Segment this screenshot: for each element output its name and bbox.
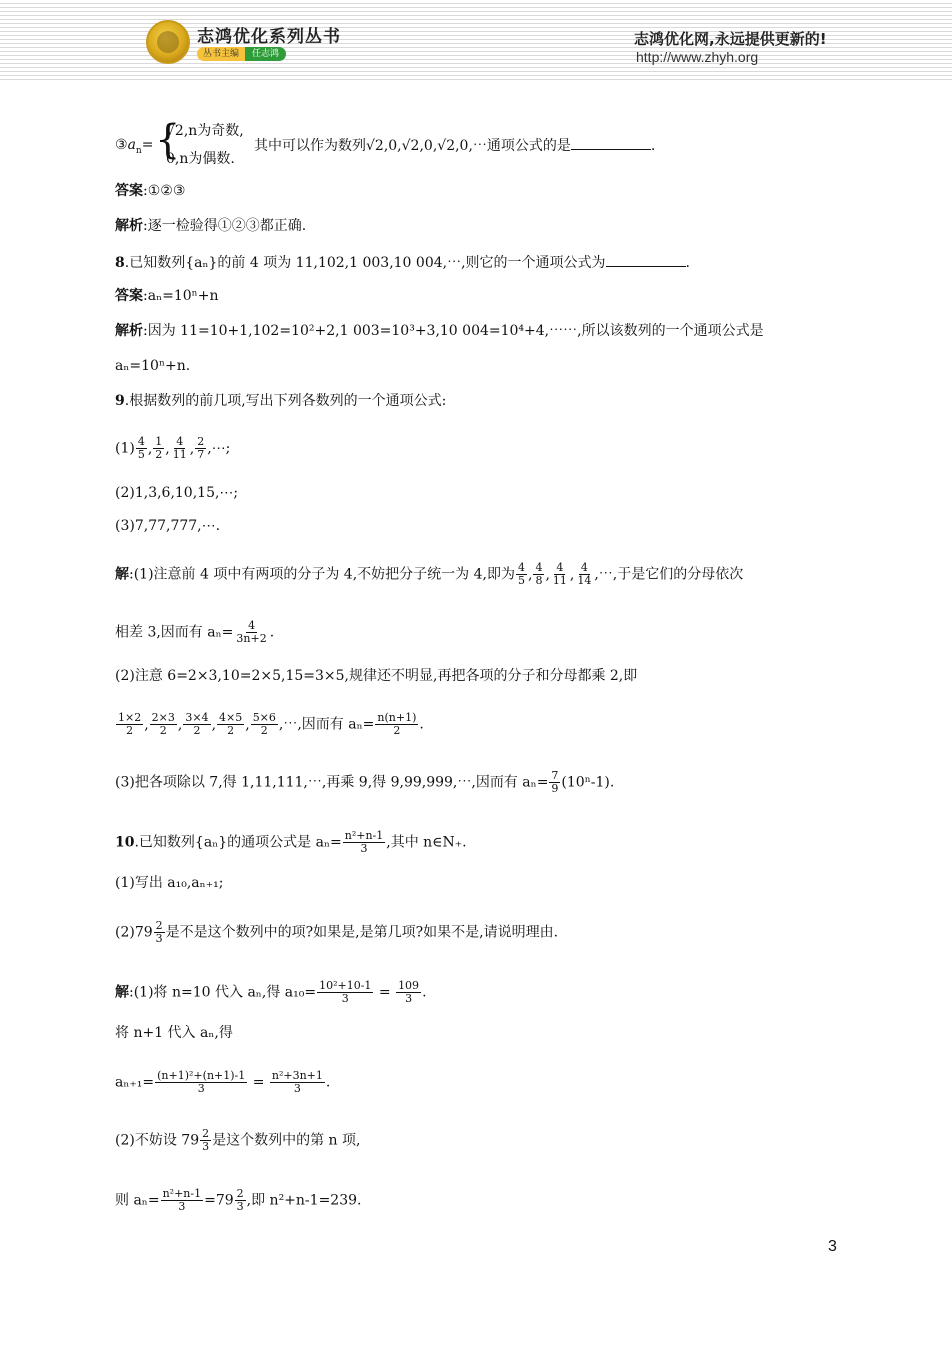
q10-sol1-frac2: $\frac{109}{3}$ <box>398 979 420 1005</box>
fraction: $\frac{3\times 4}{2}$ <box>185 711 209 737</box>
fraction: $\frac{4}{5}$ <box>517 561 525 587</box>
q10-stem-frac: $\frac{\text{n²+n-1}}{3}$ <box>344 829 384 855</box>
q7-analysis: 解析:逐一检验得①②③都正确. <box>115 218 307 234</box>
q10-solution-1c: 将 n+1 代入 aₙ,得 <box>115 1025 233 1041</box>
q9-sol2-frac: $\frac{n(n+1)}{2}$ <box>377 711 417 737</box>
editor-label: 丛书主编 <box>197 47 245 61</box>
q7-answer: 答案:①②③ <box>115 183 186 199</box>
q10-stem: 10.已知数列{aₙ}的通项公式是 aₙ= $\frac{\text{n²+n-1}}{3}$ ,其中 n∈N₊. <box>115 829 467 855</box>
q9-part3: (3)7,77,777,⋯. <box>115 518 221 534</box>
q10-sol2-frac: $\frac{2}{3}$ <box>202 1127 210 1153</box>
fraction: $\frac{4\times 5}{2}$ <box>219 711 243 737</box>
q10-p2-frac: $\frac{2}{3}$ <box>155 919 163 945</box>
q7-case2: 0,n为偶数. <box>166 151 235 167</box>
fraction: $\frac{2\times 3}{2}$ <box>151 711 175 737</box>
q9-part1: (1) $\frac{4}{5}$ , $\frac{1}{2}$ , $\frac{4}{11}$ , $\frac{2}{7}$ ,⋯; <box>115 435 231 461</box>
q9-solution-2b: $\frac{1\times 2}{2}$ , $\frac{2\times 3}{2}$ , $\frac{3\times 4}{2}$ , $\frac{4\times 5}{2}$ , $\frac{5\times 6}{2}$ ,⋯,因而有 aₙ= $\frac{n(n+1)}{2}$ . <box>115 712 424 737</box>
q7-item3: $③a_n=$ <box>115 137 154 156</box>
q10-sol1-frac4: $\frac{\text{n²+3n+1}}{3}$ <box>271 1069 323 1095</box>
series-title: 志鸿优化系列丛书 <box>197 27 341 47</box>
fraction: $\frac{2}{7}$ <box>197 435 205 461</box>
q9-solution-1: 解:(1)注意前 4 项中有两项的分子为 4,不妨把分子统一为 4,即为 $\frac{4}{5}$ , $\frac{4}{8}$ , $\frac{4}{11}$ , $\frac{4}{14}$ ,⋯,于是它们的分母依次 <box>115 561 744 587</box>
q8-answer: 答案:aₙ=10ⁿ+n <box>115 288 219 304</box>
q10-sol1-frac3: $\frac{\text{(n+1)²+(n+1)-1}}{3}$ <box>157 1069 246 1095</box>
q9-stem: 9.根据数列的前几项,写出下列各数列的一个通项公式: <box>115 393 447 409</box>
q10-part2: (2)79 $\frac{2}{3}$ 是不是这个数列中的项?如果是,是第几项?如果不是,请说明理由. <box>115 919 559 945</box>
q8-analysis: 解析:因为 11=10+1,102=10²+2,1 003=10³+3,10 004=10⁴+4,⋯⋯,所以该数列的一个通项公式是 <box>115 323 764 339</box>
fraction: $\frac{4}{14}$ <box>577 561 592 587</box>
piecewise-brace: { <box>155 117 181 163</box>
q9-sol1-frac: $\frac{4}{3n+2}$ <box>236 619 267 645</box>
header-slogan: 志鸿优化网,永远提供更新的! <box>634 30 827 48</box>
q10-solution-1d: aₙ₊₁= $\frac{\text{(n+1)²+(n+1)-1}}{3}$ = $\frac{\text{n²+3n+1}}{3}$ . <box>115 1069 331 1095</box>
fraction: $\frac{1\times 2}{2}$ <box>118 711 142 737</box>
fraction: $\frac{4}{11}$ <box>552 561 567 587</box>
q10-sol2-frac2: $\frac{\text{n²+n-1}}{3}$ <box>162 1187 202 1213</box>
q8-analysis-2: aₙ=10ⁿ+n. <box>115 358 191 374</box>
q10-solution-1: 解:(1)将 n=10 代入 aₙ,得 a₁₀= $\frac{\text{10²+10-1}}{3}$ = $\frac{109}{3}$ . <box>115 979 427 1005</box>
fraction: $\frac{4}{8}$ <box>535 561 543 587</box>
publisher-logo-icon <box>146 20 190 64</box>
page-header <box>0 0 952 80</box>
q10-sol1-frac1: $\frac{\text{10²+10-1}}{3}$ <box>319 979 372 1005</box>
editor-name: 任志鸿 <box>245 47 286 61</box>
q10-solution-2b: 则 aₙ= $\frac{\text{n²+n-1}}{3}$ =79 $\frac{2}{3}$ ,即 n²+n-1=239. <box>115 1187 362 1213</box>
fraction: $\frac{4}{5}$ <box>137 435 145 461</box>
header-url[interactable]: http://www.zhyh.org <box>636 49 759 65</box>
q10-part1: (1)写出 a₁₀,aₙ₊₁; <box>115 875 224 891</box>
q8-stem: 8.已知数列{aₙ}的前 4 项为 11,102,1 003,10 004,⋯,则它的一个通项公式为 . <box>115 252 690 273</box>
q7-tail: 其中可以作为数列√2,0,√2,0,√2,0,⋯通项公式的是 . <box>254 135 655 156</box>
q9-part2: (2)1,3,6,10,15,⋯; <box>115 485 239 501</box>
q9-part1-fracs: $\frac{4}{5}$ , $\frac{1}{2}$ , $\frac{4}{11}$ , $\frac{2}{7}$ <box>137 435 205 461</box>
q7-case1: √2,n为奇数, <box>166 123 244 139</box>
fraction: $\frac{1}{2}$ <box>155 435 163 461</box>
fraction: $\frac{5\times 6}{2}$ <box>252 711 276 737</box>
q9-sol1-fracs: $\frac{4}{5}$ , $\frac{4}{8}$ , $\frac{4}{11}$ , $\frac{4}{14}$ <box>517 561 592 587</box>
q9-solution-3: (3)把各项除以 7,得 1,11,111,⋯,再乘 9,得 9,99,999,⋯,因而有 aₙ= $\frac{7}{9}$ (10ⁿ-1). <box>115 769 615 795</box>
q9-solution-1b: 相差 3,因而有 aₙ= $\frac{4}{3n+2}$ . <box>115 619 275 645</box>
q10-sol2-frac3: $\frac{2}{3}$ <box>236 1187 244 1213</box>
editor-tag <box>197 47 286 61</box>
q9-solution-2: (2)注意 6=2×3,10=2×5,15=3×5,规律还不明显,再把各项的分子和分母都乘 2,即 <box>115 668 638 684</box>
q9-sol3-frac: $\frac{7}{9}$ <box>551 769 559 795</box>
q9-sol2-fracs: $\frac{1\times 2}{2}$ , $\frac{2\times 3}{2}$ , $\frac{3\times 4}{2}$ , $\frac{4\times 5}{2}$ , $\frac{5\times 6}{2}$ <box>118 711 276 737</box>
page-number: 3 <box>828 1238 837 1255</box>
q10-solution-2: (2)不妨设 79 $\frac{2}{3}$ 是这个数列中的第 n 项, <box>115 1127 361 1153</box>
fraction: $\frac{4}{11}$ <box>172 435 187 461</box>
